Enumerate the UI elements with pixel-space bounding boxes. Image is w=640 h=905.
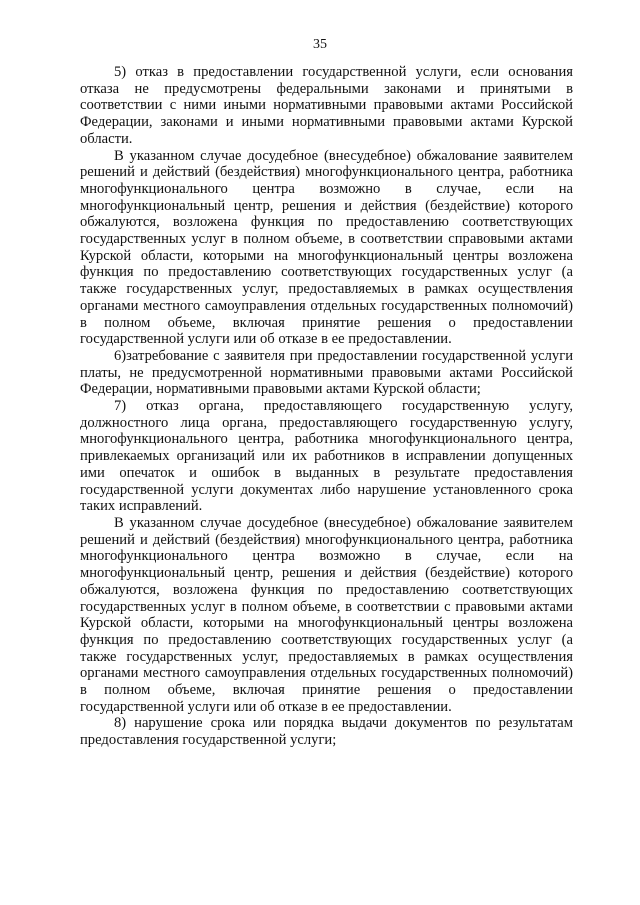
paragraph-item-7: 7) отказ органа, предоставляющего государственную услугу, должностного лица органа, предоставляющего государственную услугу, многофункционального центра, работника многофункционального центра, привлекаемых организаций или их работников в исправлении допущенных ими опечаток и ошибок в выданных в результате предоставления государственной услуги документах либо нарушение установленного срока таких исправлений. — [80, 398, 573, 515]
paragraph-item-5: 5) отказ в предоставлении государственной услуги, если основания отказа не предусмотрены федеральными законами и принятыми в соответствии с ними иными нормативными правовыми актами Российской Федерации, законами и иными нормативными правовыми актами Курской области. — [80, 64, 573, 147]
paragraph-mfc-appeal-1: В указанном случае досудебное (внесудебное) обжалование заявителем решений и действий (бездействия) многофункционального центра, работника многофункционального центра возможно в случае, если на многофункциональный центр, решения и действия (бездействие) которого обжалуются, возложена функция по предоставлению соответствующих государственных услуг в полном объеме, в соответствии справовыми актами Курской области, которыми на многофункциональный центры возложена функция по предоставлению соответствующих государственных услуг (а также государственных услуг, предоставляемых в рамках осуществления органами местного самоуправления отдельных государственных полномочий) в полном объеме, включая принятие решения о предоставлении государственной услуги или об отказе в ее предоставлении. — [80, 147, 573, 348]
paragraph-item-8: 8) нарушение срока или порядка выдачи документов по результатам предоставления государственной услуги; — [80, 715, 573, 749]
paragraph-mfc-appeal-2: В указанном случае досудебное (внесудебное) обжалование заявителем решений и действий (бездействия) многофункционального центра, работника многофункционального центра возможно в случае, если на многофункциональный центр, решения и действия (бездействие) которого обжалуются, возложена функция по предоставлению соответствующих государственных услуг в полном объеме, в соответствии с правовыми актами Курской области, которыми на многофункциональный центры возложена функция по предоставлению соответствующих государственных услуг (а также государственных услуг, предоставляемых в рамках осуществления органами местного самоуправления отдельных государственных полномочий) в полном объеме, включая принятие решения о предоставлении государственной услуги или об отказе в ее предоставлении. — [80, 514, 573, 715]
page-number: 35 — [313, 37, 327, 52]
paragraph-item-6: 6)затребование с заявителя при предоставлении государственной услуги платы, не предусмотренной нормативными правовыми актами Российской Федерации, нормативными правовыми актами Курской области; — [80, 347, 573, 398]
document-body — [80, 64, 573, 749]
